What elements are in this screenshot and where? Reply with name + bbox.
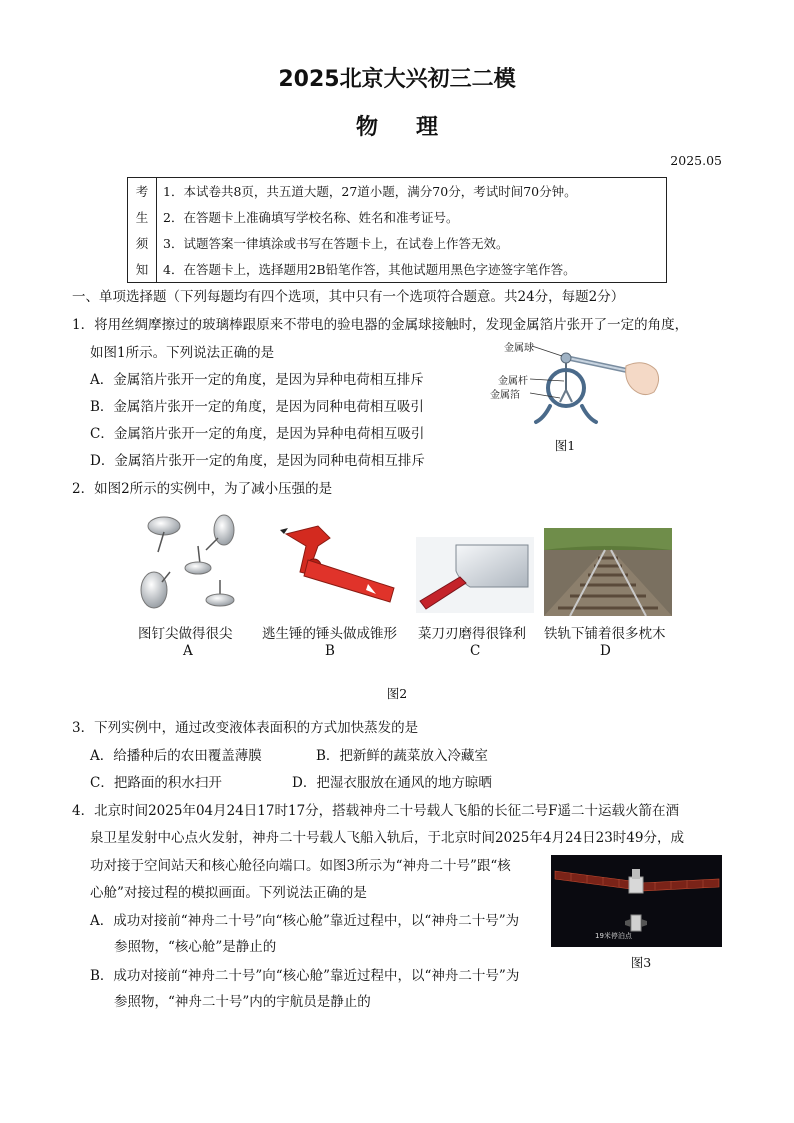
q4-option-a-line2: 参照物，“核心舱”是静止的: [114, 939, 277, 955]
q4-option-a-line1: A．成功对接前“神舟二十号”向“核心舱”靠近过程中，以“神舟二十号”为: [90, 913, 520, 929]
space-station-icon: [551, 855, 722, 947]
figure1-label-ball: 金属球: [504, 343, 534, 354]
q3-stem: 3．下列实例中，通过改变液体表面积的方式加快蒸发的是: [72, 720, 419, 736]
q4-stem-line2: 泉卫星发射中心点火发射，神舟二十号载人飞船入轨后，于北京时间2025年4月24日23时49分，成: [90, 830, 684, 846]
q2-image-d: [544, 528, 672, 616]
figure1-label-foil: 金属箔: [490, 390, 520, 401]
q4-stem-line4: 心舱”对接过程的模拟画面。下列说法正确的是: [90, 885, 367, 901]
figure3-caption: 图3: [630, 955, 652, 970]
q3-option-d: D．把湿衣服放在通风的地方晾晒: [292, 775, 492, 791]
q2-stem: 2．如图2所示的实例中，为了减小压强的是: [72, 481, 333, 497]
notice-side-char: 考: [128, 178, 157, 205]
notice-side-char: 生: [128, 204, 157, 230]
figure1-electroscope: [486, 336, 666, 426]
notice-item: 3．试题答案一律填涂或书写在答题卡上，在试卷上作答无效。: [157, 230, 667, 256]
figure3-overlay-text: 19米停泊点: [595, 932, 632, 940]
q1-stem-line1: 1．将用丝绸摩擦过的玻璃棒跟原来不带电的验电器的金属球接触时，发现金属箔片张开了一定的角度，: [72, 317, 689, 333]
q4-option-b-line2: 参照物，“神舟二十号”内的宇航员是静止的: [114, 994, 371, 1010]
figure1-label-rod: 金属杆: [498, 376, 528, 387]
q2-letter-a: A: [183, 643, 193, 659]
q2-image-a: [136, 508, 246, 618]
q1-option-d: D．金属箔片张开一定的角度，是因为同种电荷相互排斥: [90, 453, 425, 469]
q4-option-b-line1: B．成功对接前“神舟二十号”向“核心舱”靠近过程中，以“神舟二十号”为: [90, 968, 520, 984]
figure1-caption: 图1: [554, 438, 576, 453]
q4-stem-line1: 4．北京时间2025年04月24日17时17分，搭载神舟二十号载人飞船的长征二号F遥二十运载火箭在酒: [72, 803, 680, 819]
q2-letter-d: D: [600, 643, 611, 659]
subject-title: 物理: [355, 115, 476, 140]
railway-track-icon: [544, 528, 672, 616]
cleaver-icon: [416, 537, 534, 613]
thumbtack-icon: [136, 508, 246, 618]
q2-letter-b: B: [325, 643, 335, 659]
q1-option-a: A．金属箔片张开一定的角度，是因为异种电荷相互排斥: [90, 372, 424, 388]
q2-caption-d: 铁轨下铺着很多枕木: [544, 626, 666, 642]
q1-stem-line2: 如图1所示。下列说法正确的是: [90, 345, 275, 361]
q3-option-c: C．把路面的积水扫开: [90, 775, 222, 791]
q2-caption-c: 菜刀刃磨得很锋利: [418, 626, 526, 642]
q1-option-b: B．金属箔片张开一定的角度，是因为同种电荷相互吸引: [90, 399, 424, 415]
q4-stem-line3: 功对接于空间站天和核心舱径向端口。如图3所示为“神舟二十号”跟“核: [90, 858, 511, 874]
q2-image-b: [278, 524, 402, 614]
notice-item: 2．在答题卡上准确填写学校名称、姓名和准考证号。: [157, 204, 667, 230]
q3-option-a: A．给播种后的农田覆盖薄膜: [90, 748, 262, 764]
escape-hammer-icon: [278, 524, 402, 614]
q3-option-b: B．把新鲜的蔬菜放入冷藏室: [316, 748, 488, 764]
q2-letter-c: C: [470, 643, 481, 659]
exam-date: 2025.05: [670, 153, 722, 168]
q2-caption-a: 图钉尖做得很尖: [138, 626, 233, 642]
exam-title: 2025北京大兴初三二模: [278, 67, 516, 92]
q2-caption-b: 逃生锤的锤头做成锥形: [262, 626, 397, 642]
notice-item: 4．在答题卡上，选择题用2B铅笔作答，其他试题用黑色字迹签字笔作答。: [157, 256, 667, 283]
q2-image-c: [416, 537, 534, 613]
notice-item: 1．本试卷共8页，共五道大题，27道小题，满分70分，考试时间70分钟。: [157, 178, 667, 205]
notice-table: [127, 177, 667, 283]
figure3-docking: [551, 855, 722, 947]
notice-side-char: 须: [128, 230, 157, 256]
figure2-caption: 图2: [386, 686, 408, 701]
q1-option-c: C．金属箔片张开一定的角度，是因为异种电荷相互吸引: [90, 426, 425, 442]
section-heading: 一、单项选择题（下列每题均有四个选项，其中只有一个选项符合题意。共24分，每题2分）: [72, 289, 625, 305]
notice-side-char: 知: [128, 256, 157, 283]
